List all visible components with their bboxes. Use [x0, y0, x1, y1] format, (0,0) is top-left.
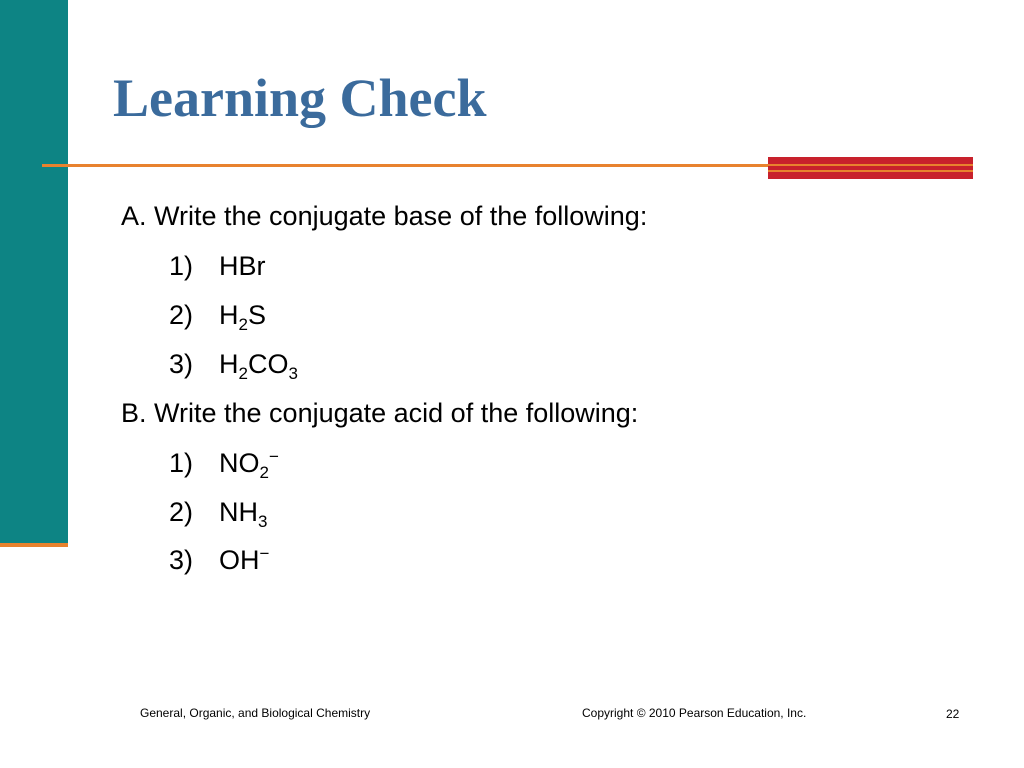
title-underline-rule: [42, 164, 770, 167]
title-accent-block: [768, 157, 973, 179]
formula-charge: −: [268, 447, 279, 466]
part-b-item: [169, 446, 279, 480]
formula-text: OH: [219, 545, 260, 575]
formula-subscript: 3: [258, 512, 268, 531]
formula-subscript: 2: [238, 364, 248, 383]
part-b-item: [169, 495, 267, 529]
part-b-heading: B. Write the conjugate acid of the following:: [121, 398, 639, 428]
item-number: 1): [169, 251, 194, 281]
part-a-item: [169, 298, 266, 332]
formula-subscript: 2: [259, 463, 269, 482]
formula-subscript: 3: [288, 364, 298, 383]
accent-stripe: [768, 170, 973, 172]
part-a-item: [169, 249, 266, 283]
part-b-item: [169, 543, 269, 577]
formula-text: NH: [219, 497, 258, 527]
side-accent-bar-edge: [0, 543, 68, 547]
footer-copyright: Copyright © 2010 Pearson Education, Inc.: [582, 706, 807, 720]
item-number: 2): [169, 300, 194, 330]
formula-subscript: 2: [238, 315, 248, 334]
side-accent-bar: [0, 0, 68, 543]
item-number: 3): [169, 545, 194, 575]
part-a-item: [169, 347, 298, 381]
formula-text: H: [219, 349, 239, 379]
item-number: 3): [169, 349, 194, 379]
item-number: 1): [169, 448, 194, 478]
slide-number: 22: [946, 707, 960, 721]
formula-text: HBr: [219, 251, 266, 281]
accent-stripe: [768, 164, 973, 166]
formula-text: S: [247, 300, 266, 330]
formula-text: CO: [247, 349, 289, 379]
formula-charge: −: [259, 544, 270, 563]
slide-title: Learning Check: [113, 68, 487, 128]
part-a-heading: A. Write the conjugate base of the following:: [121, 201, 648, 231]
formula-text: H: [219, 300, 239, 330]
footer-book-title: General, Organic, and Biological Chemistry: [140, 706, 371, 720]
item-number: 2): [169, 497, 194, 527]
formula-text: NO: [219, 448, 260, 478]
